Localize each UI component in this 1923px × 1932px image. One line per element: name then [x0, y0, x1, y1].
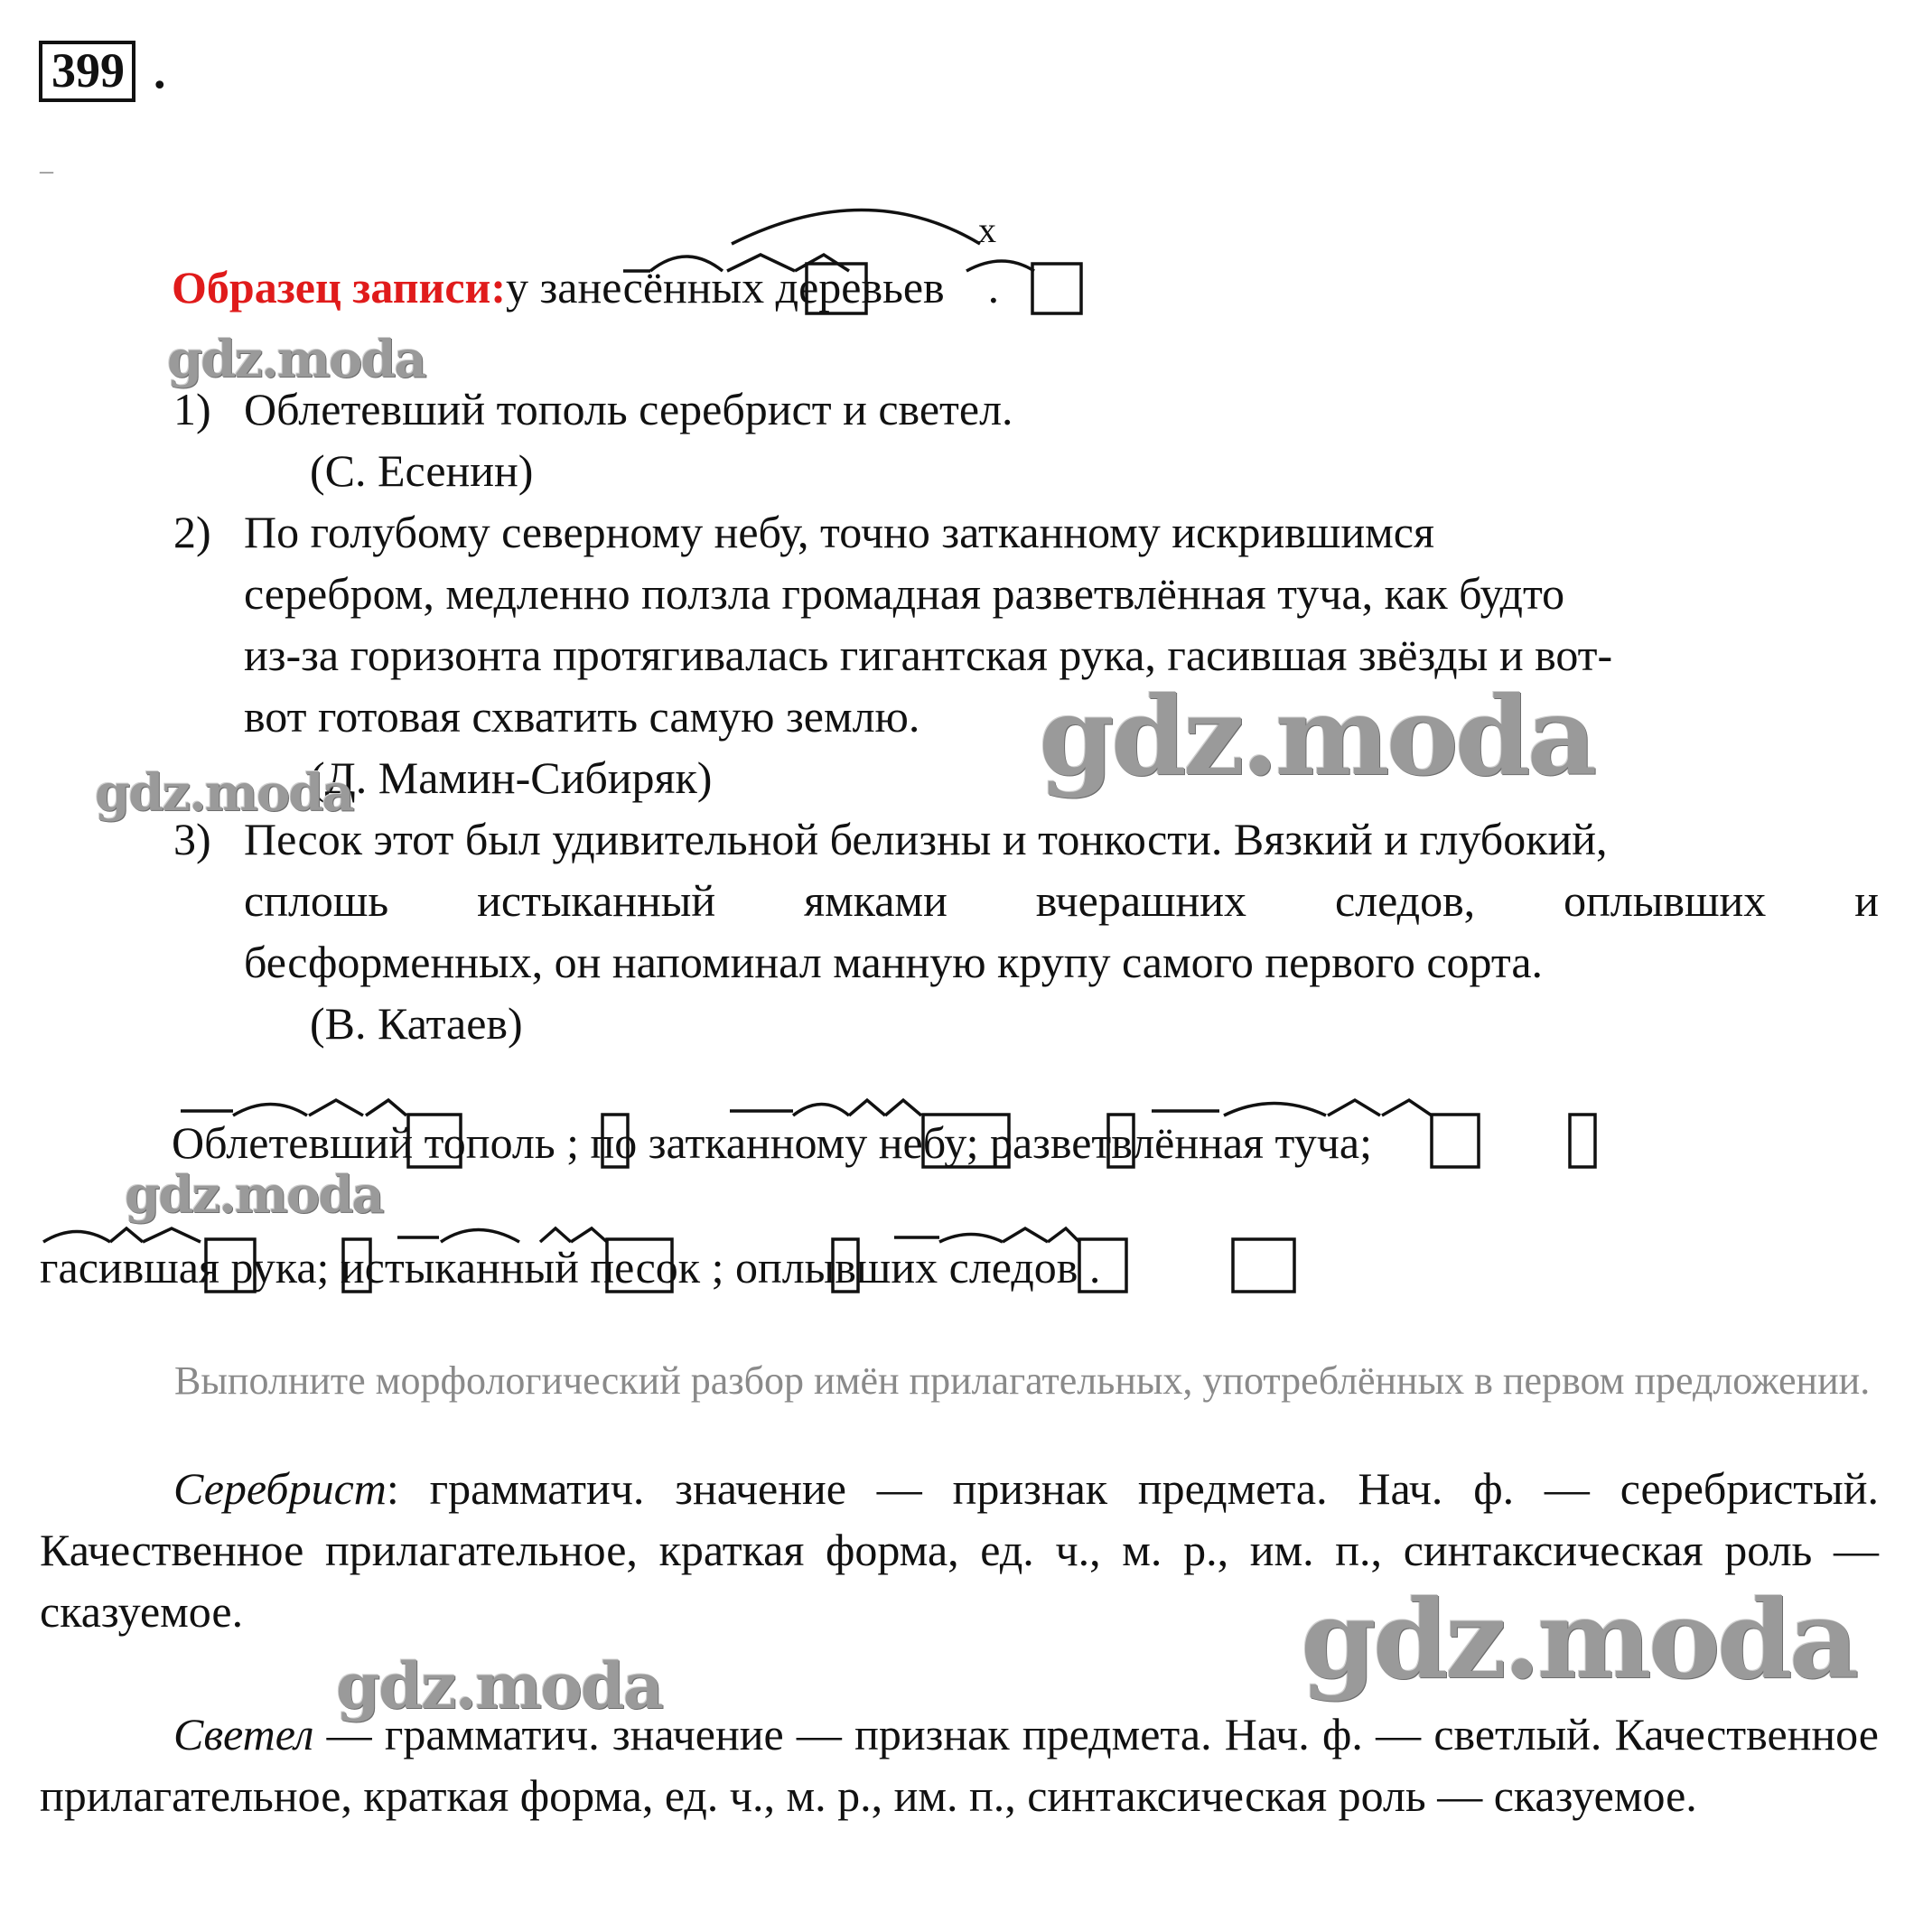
watermark: gdz.moda: [95, 763, 353, 823]
answer-suffix-roof: [571, 1228, 607, 1242]
item-line: сплошь истыканный ямками вчерашних следов, оплывших и: [244, 875, 1879, 926]
answer-root-arc: [233, 1105, 307, 1116]
answer-root-arc: [441, 1230, 519, 1243]
answer-suffix-roof: [1382, 1100, 1432, 1115]
answer-suffix-roof: [885, 1100, 921, 1115]
item-line: бесформенных, он напоминал манную крупу самого первого сорта.: [244, 937, 1544, 987]
item-author: (Д. Мамин-Сибиряк): [310, 752, 713, 803]
task-text: Выполните морфологический разбор имён прилагательных, употреблённых в первом предложении.: [174, 1358, 1871, 1403]
item-line: По голубому северному небу, точно затканному искрившимся: [244, 507, 1434, 557]
item-line: из-за горизонта протягивалась гигантская рука, гасившая звёзды и вот-: [244, 630, 1613, 680]
item-number: 3): [173, 814, 211, 864]
answer-ending-box: [1570, 1115, 1595, 1167]
answer-suffix-roof: [540, 1228, 571, 1242]
watermark: gdz.moda: [336, 1648, 663, 1723]
sample-line: [172, 262, 1000, 313]
sample-arc-long: [732, 210, 980, 245]
watermark: gdz.moda: [125, 1165, 383, 1225]
item-number: 1): [173, 384, 211, 434]
sample-text: у занесённых деревьев: [506, 262, 945, 313]
item-line: вот готовая схватить самую землю.: [244, 691, 920, 742]
answer-suffix-roof: [143, 1228, 201, 1242]
analysis-block: [40, 1703, 1879, 1826]
answer-suffix-roof: [849, 1100, 885, 1115]
answer-ending-box: [1432, 1115, 1479, 1167]
sample-mark-x: х: [978, 210, 996, 250]
answer-suffix-roof: [110, 1228, 143, 1242]
answer-suffix-roof: [1003, 1228, 1048, 1242]
answer-ending-box: [1233, 1239, 1294, 1292]
answer-suffix-roof: [1048, 1228, 1079, 1242]
answer-line-1: Облетевший тополь ; по затканному небу; разветвлённая туча;: [172, 1117, 1372, 1168]
answer-root-arc: [939, 1235, 1003, 1243]
answer-suffix-roof: [1328, 1100, 1380, 1115]
answer-line-2: гасившая рука; истыканный песок ; оплывших следов .: [40, 1242, 1101, 1293]
sample-label: Образец записи:: [172, 262, 506, 313]
item-line: Песок этот был удивительной белизны и тонкости. Вязкий и глубокий,: [244, 814, 1608, 864]
item-number: 2): [173, 507, 211, 557]
answer-root-arc: [793, 1105, 849, 1116]
item-author: (С. Есенин): [310, 445, 534, 496]
analysis-text: : грамматич. значение — признак предмета. Нач. ф. — серебристый. Качественное прилагательное, краткая форма, ед. ч., м. р., им. п., синтаксическая роль — сказуемое.: [40, 1463, 1879, 1637]
item-line: серебром, медленно ползла громадная разветвлённая туча, как будто: [244, 568, 1565, 619]
exercise-number-dot: .: [154, 44, 166, 98]
item-author: (В. Катаев): [310, 998, 523, 1049]
exercise-number: 399: [39, 41, 135, 102]
sample-ending-box: [1032, 264, 1081, 313]
answer-root-arc: [43, 1232, 110, 1243]
analysis-word: Светел: [173, 1709, 314, 1759]
answer-suffix-roof: [309, 1100, 363, 1115]
analysis-text: — грамматич. значение — признак предмета. Нач. ф. — светлый. Качественное прилагательное, краткая форма, ед. ч., м. р., им. п., синтаксическая роль — сказуемое.: [40, 1709, 1879, 1821]
watermark: gdz.moda: [1301, 1576, 1856, 1703]
stray-dash: –: [40, 155, 53, 185]
item-line: Облетевший тополь серебрист и светел.: [244, 384, 1013, 434]
watermark: gdz.moda: [1039, 673, 1594, 800]
watermark: gdz.moda: [167, 330, 425, 389]
answer-suffix-roof: [366, 1100, 406, 1115]
answer-root-arc: [1224, 1104, 1326, 1116]
analysis-word: Серебрист: [173, 1463, 387, 1514]
sample-end: .: [987, 262, 1000, 313]
